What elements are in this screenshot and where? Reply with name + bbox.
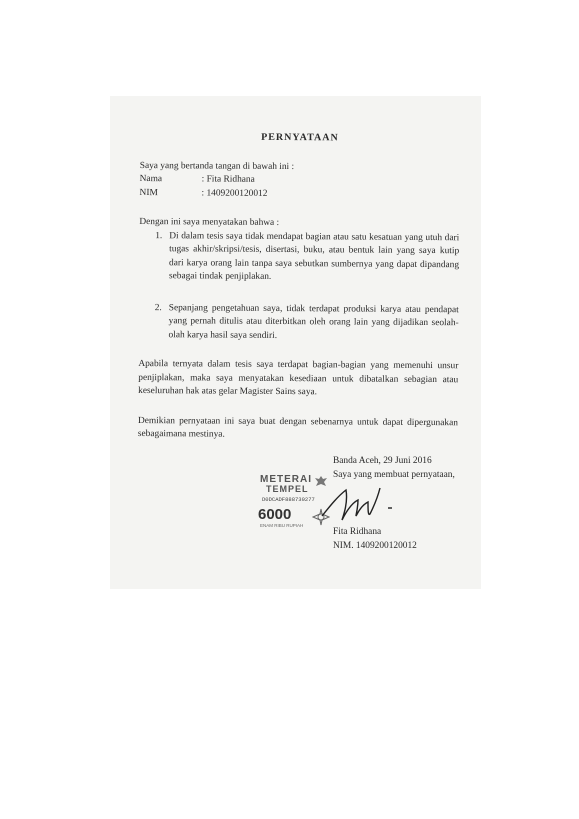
place-date: Banda Aceh, 29 Juni 2016 <box>333 456 432 466</box>
declaration-lead: Dengan ini saya menyatakan bahwa : <box>139 216 280 228</box>
item-text: Sepanjang pengetahuan saya, tidak terdapat produksi karya atau pendapat yang pernah ditulis atau diterbitkan oleh orang lain yang dijadikan seolah-olah karya hasil saya sendiri. <box>168 302 459 341</box>
stamp-sub: ENAM RIBU RUPIAH <box>260 523 304 528</box>
item-number: 2. <box>154 302 162 313</box>
paragraph-closing: Demikian pernyataan ini saya buat dengan sebenarnya untuk dapat dipergunakan sebagaimana mestinya. <box>137 415 458 440</box>
paragraph-plagiarism: Apabila ternyata dalam tesis saya terdapat bagian-bagian yang memenuhi unsur penjiplakan, maka saya menyatakan kesediaan untuk dibatalkan sebagian atau keseluruhan hak atas gelar Magister Sains saya. <box>138 358 459 398</box>
field-label: NIM <box>139 187 158 198</box>
field-nim <box>140 186 460 202</box>
document-body <box>138 130 460 444</box>
item-text: Di dalam tesis saya tidak mendapat bagian atau satu kesatuan yang utuh dari tugas akhir/skripsi/tesis, disertasi, buku, atau bentuk lain yang saya kutip dari karya orang lain tanpa saya sebutkan sumbernya yang dapat dipandang sebagai tindak penjiplakan. <box>168 230 460 282</box>
stamp-code: D0DCADF888730277 <box>262 496 315 503</box>
list-item <box>155 302 459 345</box>
document-title: PERNYATAAN <box>261 131 339 144</box>
intro-text: Saya yang bertanda tangan di bawah ini : <box>139 160 295 172</box>
field-value: : 1409200120012 <box>201 187 268 199</box>
signer-block <box>333 525 417 553</box>
stamp-line1: METERAI <box>260 474 312 485</box>
item-number: 1. <box>155 230 163 241</box>
stamp-line2: TEMPEL <box>266 484 309 494</box>
field-value: : Fita Ridhana <box>201 174 255 185</box>
list-item <box>155 230 459 286</box>
maker-label: Saya yang membuat pernyataan, <box>333 469 455 480</box>
signer-name: Fita Ridhana <box>333 527 382 537</box>
stamp-value: 6000 <box>258 506 292 523</box>
signer-nim: NIM. 1409200120012 <box>333 541 417 551</box>
field-label: Nama <box>139 173 163 185</box>
handwritten-signature <box>318 478 408 528</box>
declaration-list <box>139 229 460 344</box>
